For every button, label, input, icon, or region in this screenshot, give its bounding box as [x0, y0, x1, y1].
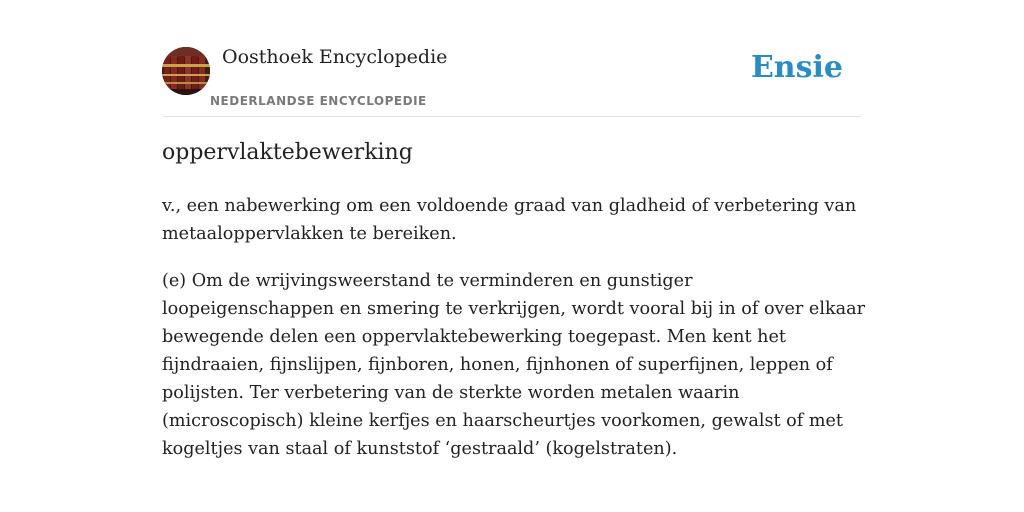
ensie-logo[interactable]: Ensie: [750, 50, 843, 85]
source-header: [162, 44, 862, 117]
entry-term: oppervlaktebewerking: [162, 140, 413, 165]
entry-body: [162, 192, 866, 482]
entry-paragraph-definition: v., een nabewerking om een voldoende graad van gladheid of verbetering van metaaloppervlakken te bereiken.: [162, 196, 857, 244]
entry-paragraph-explanation: (e) Om de wrijvingsweerstand te verminderen en gunstiger loopeigenschappen en smering te verkrijgen, wordt vooral bij in of over elkaar bewegende delen een oppervlaktebewerking toegepast. Men kent het fijndraaien, fijnslijpen, fijnboren, honen, fijnhonen of superfijnen, leppen of polijsten. Ter verbetering van de sterkte worden metalen waarin (microscopisch) kleine kerfjes en haarscheurtjes voorkomen, gewalst of met kogeltjes van staal of kunststof ‘gestraald’ (kogelstraten).: [162, 271, 865, 459]
source-avatar[interactable]: [162, 47, 210, 95]
source-title[interactable]: Oosthoek Encyclopedie: [222, 46, 448, 68]
source-subtitle: NEDERLANDSE ENCYCLOPEDIE: [210, 94, 427, 108]
encyclopedia-books-icon: [162, 47, 210, 95]
